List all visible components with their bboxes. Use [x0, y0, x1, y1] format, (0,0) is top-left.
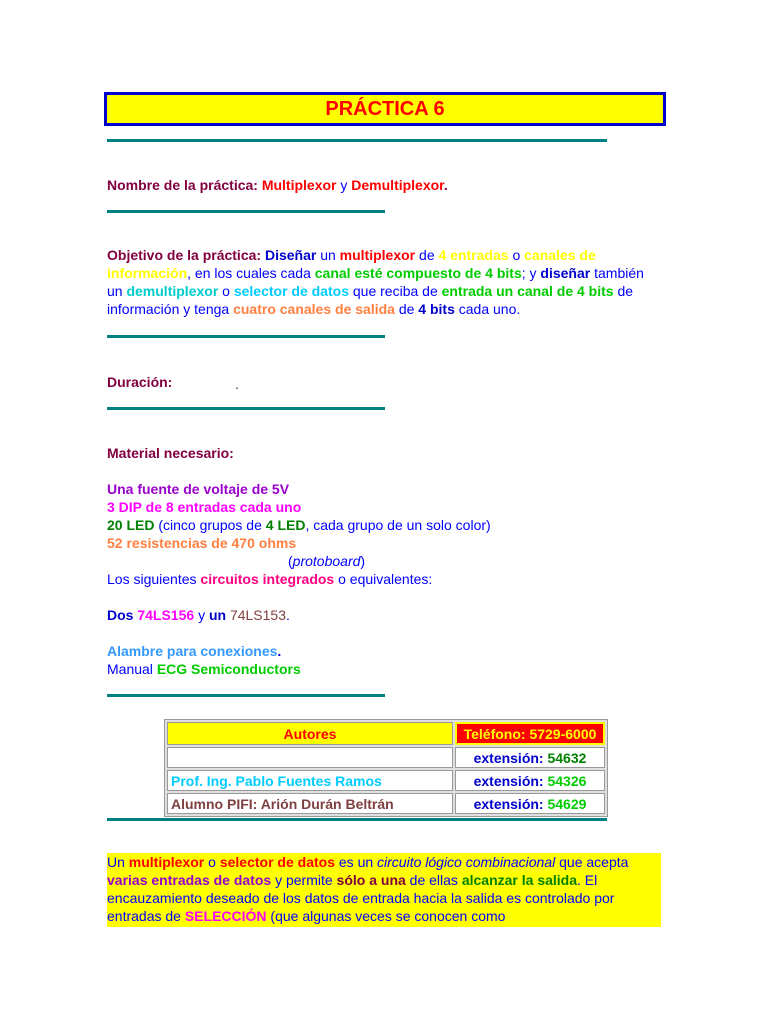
header-telefono: Teléfono: 5729-6000	[455, 722, 605, 745]
material-item: Manual	[107, 661, 153, 677]
intro-paragraph	[107, 853, 661, 927]
material-led	[107, 516, 491, 534]
objetivo-text: multiplexor	[339, 247, 416, 263]
material-res	[107, 534, 296, 552]
ext-label: extensión:	[473, 795, 544, 812]
ext-value: 54629	[547, 795, 587, 812]
objetivo-text: o	[222, 283, 230, 299]
objetivo-text: canal esté compuesto de 4 bits	[314, 265, 522, 281]
material-item: y	[198, 607, 206, 623]
table-header-row	[167, 722, 605, 745]
material-item: (	[288, 553, 293, 569]
intro-text: multiplexor	[128, 854, 205, 870]
nombre-line	[107, 176, 448, 194]
objetivo-label: Objetivo de la práctica:	[107, 247, 262, 263]
intro-text: varias entradas de datos	[107, 872, 272, 888]
material-item: (cinco grupos de	[158, 517, 262, 533]
page-title: PRÁCTICA 6	[325, 98, 445, 120]
objetivo-text: 4 bits	[418, 301, 455, 317]
intro-text: sólo a una	[336, 872, 406, 888]
objetivo-text: cada uno.	[458, 301, 521, 317]
objetivo-text: de información y tenga	[107, 283, 634, 317]
table-row	[167, 770, 605, 791]
autor-name: Prof. Ing. Pablo Fuentes Ramos	[167, 770, 453, 791]
objetivo-text: 4 entradas	[438, 247, 509, 263]
objetivo-text: , en los cuales cada	[187, 265, 311, 281]
material-chips	[107, 606, 290, 624]
material-dip	[107, 498, 301, 516]
nombre-dot: .	[443, 177, 448, 193]
material-item: 3 DIP de 8 entradas cada uno	[107, 499, 302, 515]
header-autores: Autores	[167, 722, 453, 745]
intro-text: selector de datos	[219, 854, 335, 870]
intro-text: . El encauzamiento deseado de los datos de entrada hacia la salida es controlado por entradas de	[107, 872, 615, 924]
divider	[107, 407, 385, 410]
intro-text: o	[208, 854, 216, 870]
material-alambre	[107, 642, 281, 660]
objetivo-text: un	[320, 247, 336, 263]
material-item: un	[208, 607, 227, 623]
objetivo-text: que reciba de	[352, 283, 438, 299]
intro-text: de ellas	[409, 872, 458, 888]
material-label: Material necesario:	[107, 445, 234, 461]
autor-ext	[455, 770, 605, 791]
ext-value: 54632	[547, 749, 587, 766]
ext-value: 54326	[547, 772, 587, 789]
material-label-line	[107, 444, 234, 462]
autor-name	[167, 747, 453, 768]
nombre-label: Nombre de la práctica:	[107, 177, 258, 193]
divider	[107, 818, 607, 821]
duracion-value: .	[235, 376, 239, 392]
divider	[107, 694, 385, 697]
intro-text: circuito lógico combinacional	[377, 854, 556, 870]
material-item: circuitos integrados	[200, 571, 335, 587]
objetivo-text: de	[419, 247, 435, 263]
material-item: Los siguientes	[107, 571, 197, 587]
objetivo-text: de	[398, 301, 415, 317]
material-item: , cada grupo de un solo color)	[305, 517, 491, 533]
autor-name: Alumno PIFI: Arión Durán Beltrán	[167, 793, 453, 814]
divider	[107, 139, 607, 142]
material-item: ECG Semiconductors	[156, 661, 301, 677]
objetivo-text: entrada un canal de 4 bits	[441, 283, 614, 299]
material-item: protoboard	[292, 553, 361, 569]
divider	[107, 335, 385, 338]
material-protoboard	[288, 552, 365, 570]
objetivo-text: diseñar	[540, 265, 591, 281]
material-ci	[107, 570, 432, 588]
divider	[107, 210, 385, 213]
objetivo-text: cuatro canales de salida	[233, 301, 395, 317]
intro-text: Un	[107, 854, 125, 870]
duracion-line	[107, 373, 172, 391]
objetivo-text: canales de información	[107, 247, 596, 281]
material-item: 4 LED	[265, 517, 306, 533]
material-item: o equivalentes:	[338, 571, 433, 587]
material-item: .	[277, 643, 282, 659]
intro-text: que acepta	[559, 854, 629, 870]
material-item: .	[286, 607, 290, 623]
objetivo-text: selector de datos	[233, 283, 349, 299]
autor-ext	[455, 793, 605, 814]
autores-table	[164, 719, 608, 817]
intro-text: alcanzar la salida	[461, 872, 578, 888]
objetivo-paragraph	[107, 246, 652, 318]
material-item: 20 LED	[107, 517, 155, 533]
nombre-y: y	[340, 177, 348, 193]
ext-label: extensión:	[473, 749, 544, 766]
material-item: )	[360, 553, 366, 569]
material-item: Alambre para conexiones	[107, 643, 278, 659]
ext-label: extensión:	[473, 772, 544, 789]
objetivo-text: Diseñar	[264, 247, 317, 263]
material-item: Una fuente de voltaje de 5V	[107, 481, 290, 497]
material-item: 52 resistencias de 470 ohms	[107, 535, 297, 551]
table-row	[167, 747, 605, 768]
nombre-demux: Demultiplexor	[351, 177, 444, 193]
duracion-label: Duración:	[107, 374, 173, 390]
nombre-mux: Multiplexor	[261, 177, 337, 193]
material-fuente	[107, 480, 289, 498]
objetivo-text: demultiplexor	[126, 283, 219, 299]
intro-text: SELECCIÓN	[184, 908, 267, 924]
material-item: Dos	[107, 607, 134, 623]
objetivo-text: o	[512, 247, 521, 263]
objetivo-text: ; y	[521, 265, 537, 281]
material-item: 74LS153	[229, 607, 287, 623]
table-row	[167, 793, 605, 814]
material-manual	[107, 660, 301, 678]
objetivo-text: también un	[107, 265, 644, 299]
title-box	[104, 92, 666, 126]
material-item: 74LS156	[137, 607, 195, 623]
intro-text: y permite	[275, 872, 333, 888]
autor-ext	[455, 747, 605, 768]
intro-text: es un	[338, 854, 374, 870]
intro-text: (que algunas veces se conocen como	[270, 908, 506, 924]
